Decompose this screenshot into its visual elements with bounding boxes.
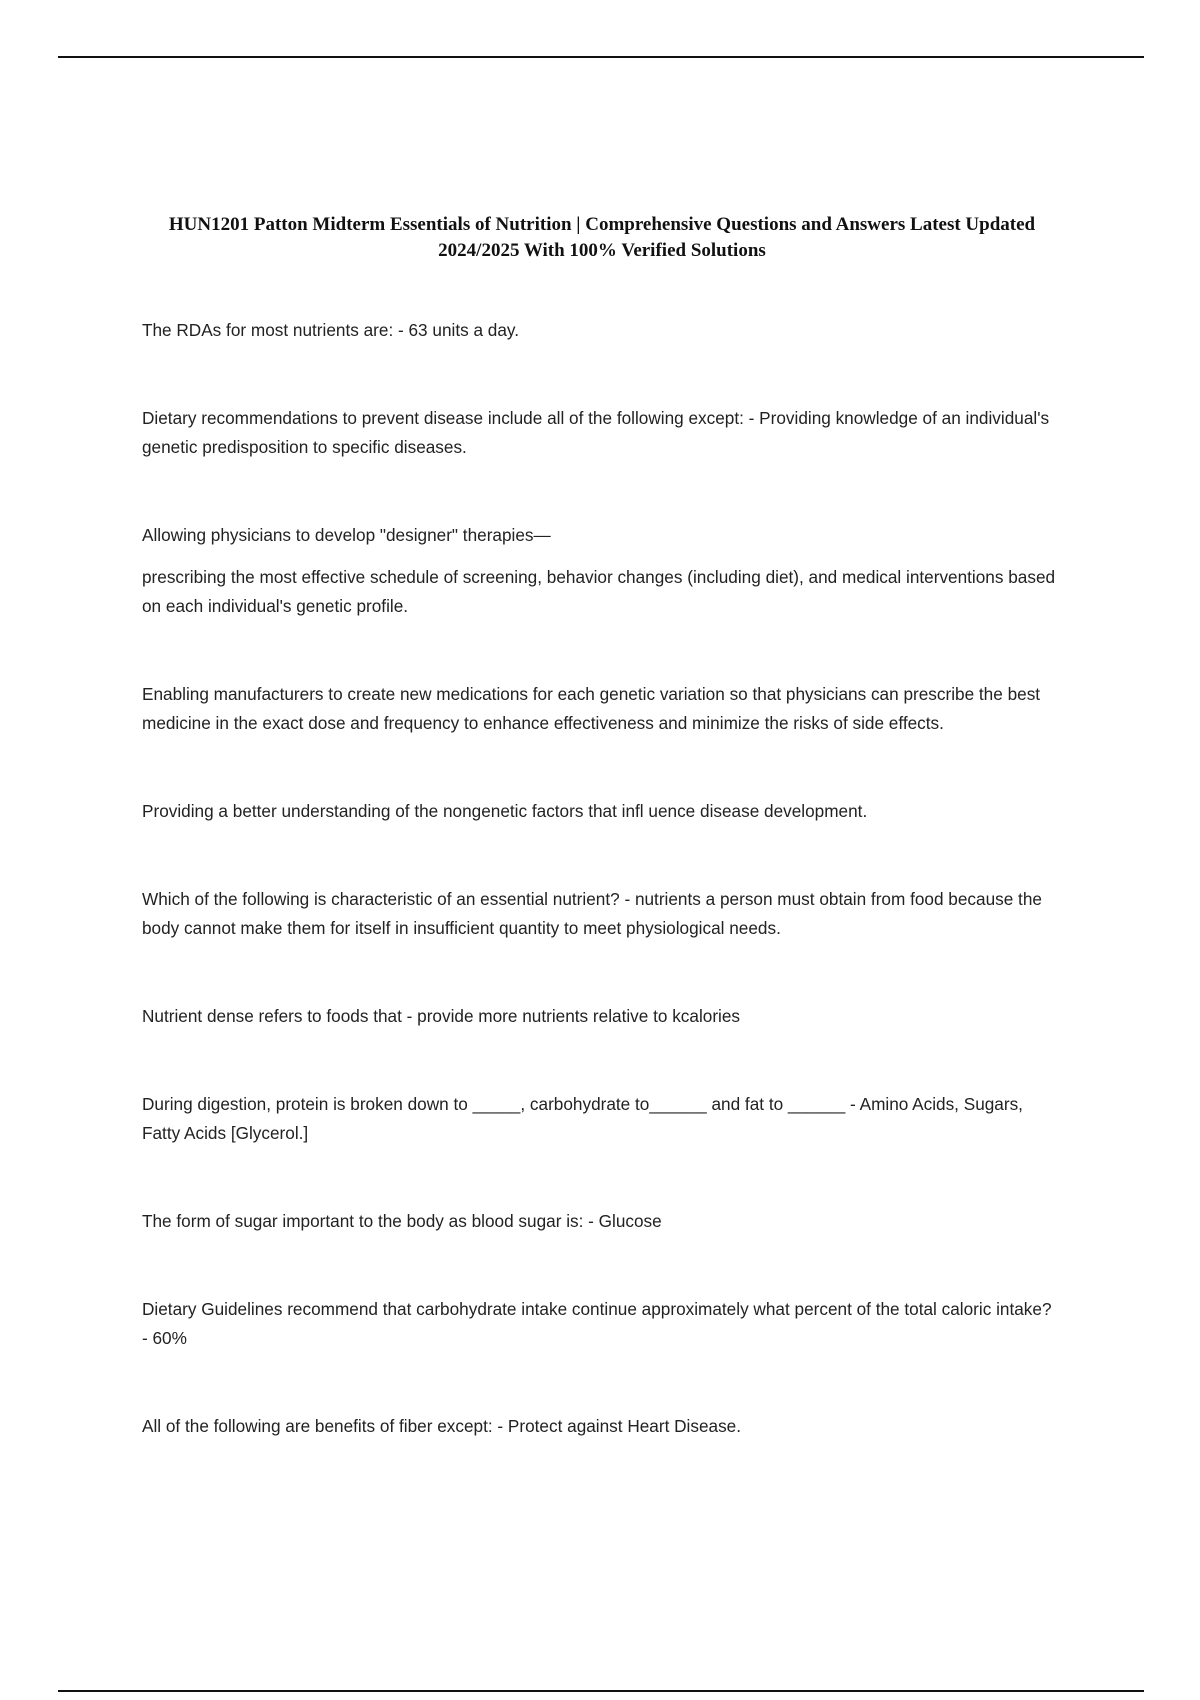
- option-nongenetic-factors: Providing a better understanding of the nongenetic factors that infl uence disease development.: [142, 801, 868, 821]
- qa-dietary-recommendations: Dietary recommendations to prevent disease include all of the following except: - Providing knowledge of an individual's genetic predisposition to specific diseases.: [142, 408, 1050, 457]
- qa-fiber-benefits: All of the following are benefits of fiber except: - Protect against Heart Disease.: [142, 1416, 742, 1436]
- qa-digestion: During digestion, protein is broken down to _____, carbohydrate to______ and fat to ______ - Amino Acids, Sugars, Fatty Acids [Glycerol.]: [142, 1094, 1023, 1143]
- document-page: [142, 212, 1062, 1441]
- qa-essential-nutrient: Which of the following is characteristic of an essential nutrient? - nutrients a person must obtain from food because the body cannot make them for itself in insufficient quantity to meet physiological needs.: [142, 889, 1042, 938]
- footer-rule: [58, 1690, 1144, 1692]
- header-rule: [58, 56, 1144, 58]
- document-title: HUN1201 Patton Midterm Essentials of Nutrition | Comprehensive Questions and Answers Latest Updated 2024/2025 With 100% Verified Solutions: [168, 214, 1036, 261]
- qa-rdas: The RDAs for most nutrients are: - 63 units a day.: [142, 320, 520, 340]
- qa-blood-sugar: The form of sugar important to the body as blood sugar is: - Glucose: [142, 1211, 662, 1231]
- option-designer-therapies-cont: prescribing the most effective schedule of screening, behavior changes (including diet), and medical interventions based on each individual's genetic profile.: [142, 567, 1056, 616]
- qa-carbohydrate-intake: Dietary Guidelines recommend that carbohydrate intake continue approximately what percent of the total caloric intake? - 60%: [142, 1299, 1052, 1348]
- option-designer-therapies: Allowing physicians to develop "designer" therapies—: [142, 525, 551, 545]
- option-manufacturers: Enabling manufacturers to create new medications for each genetic variation so that physicians can prescribe the best medicine in the exact dose and frequency to enhance effectiveness and minimize the risks of side effects.: [142, 684, 1041, 733]
- qa-nutrient-dense: Nutrient dense refers to foods that - provide more nutrients relative to kcalories: [142, 1006, 741, 1026]
